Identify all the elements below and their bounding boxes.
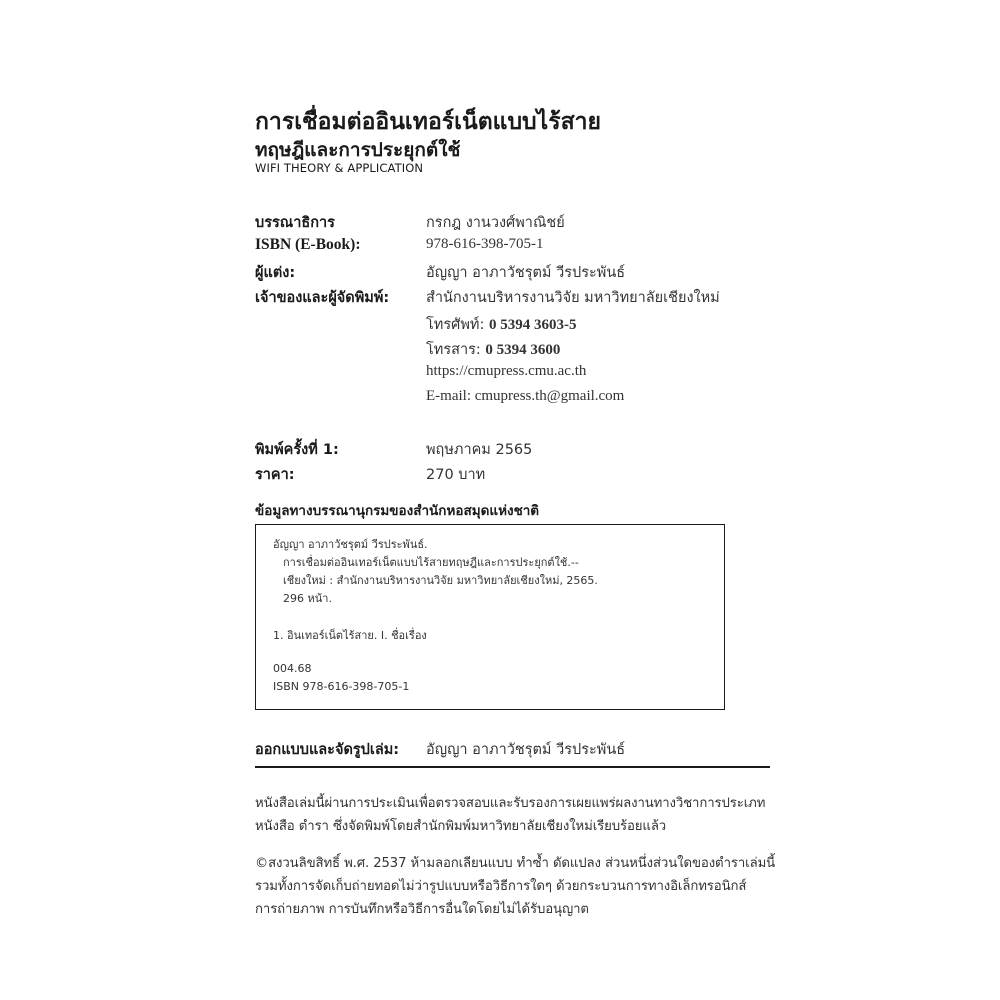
copyright-line-1: ©สงวนลิขสิทธิ์ พ.ศ. 2537 ห้ามลอกเลียนแบบ ทำซ้ำ ดัดแปลง ส่วนหนึ่งส่วนใดของตำราเล่มนี้ [255,856,776,871]
print-edition-value: พฤษภาคม 2565 [426,442,533,458]
design-label: ออกแบบและจัดรูปเล่ม: [255,742,400,758]
cip-author-entry: อัญญา อาภาวัชรุตม์ วีรประพันธ์. [273,538,428,551]
isbn-label: ISBN (E-Book): [255,236,361,253]
email-row [255,388,775,412]
phone-value: 0 5394 3603-5 [488,317,577,333]
website-row [255,363,775,387]
copyright-line-3: การถ่ายภาพ การบันทึกหรือวิธีการอื่นใดโดยไม่ได้รับอนุญาต [255,902,589,917]
cip-data-box [255,524,725,710]
price-label: ราคา: [255,467,295,483]
print-edition-row [255,438,775,462]
cip-subject-entry: 1. อินเทอร์เน็ตไร้สาย. I. ชื่อเรื่อง [273,629,427,642]
design-row [255,738,775,762]
price-row [255,463,775,487]
notice-line-1: หนังสือเล่มนี้ผ่านการประเมินเพื่อตรวจสอบและรับรองการเผยแพร่ผลงานทางวิชาการประเภท [255,796,766,811]
cip-heading: ข้อมูลทางบรรณานุกรมของสำนักหอสมุดแห่งชาติ [255,503,540,519]
book-title-english: WIFI THEORY & APPLICATION [255,161,424,175]
copyright-line-2: รวมทั้งการจัดเก็บถ่ายทอดไม่ว่ารูปแบบหรือวิธีการใดๆ ด้วยกระบวนการทางอิเล็กทรอนิกส์ [255,879,747,894]
editor-label: บรรณาธิการ [255,215,335,231]
price-value: 270 บาท [426,467,486,483]
phone-line [426,313,576,336]
print-edition-label-text: พิมพ์ครั้งที่ 1: [255,442,339,458]
print-edition-label [255,438,339,461]
cip-title-entry: การเชื่อมต่ออินเทอร์เน็ตแบบไร้สายทฤษฎีและการประยุกต์ใช้.-- [283,556,579,569]
section-divider [255,766,770,768]
notice-line-2: หนังสือ ตำรา ซึ่งจัดพิมพ์โดยสำนักพิมพ์มหาวิทยาลัยเชียงใหม่เรียบร้อยแล้ว [255,819,667,834]
fax-row [255,338,775,362]
cip-isbn-entry: ISBN 978-616-398-705-1 [273,680,410,693]
editor-value: กรกฎ งานวงศ์พาณิชย์ [426,215,565,231]
website-link[interactable]: https://cmupress.cmu.ac.th [426,363,587,379]
phone-label: โทรศัพท์: [426,317,485,333]
book-title-thai: การเชื่อมต่ออินเทอร์เน็ตแบบไร้สาย [255,109,602,135]
fax-value: 0 5394 3600 [485,342,561,358]
fax-line [426,338,560,361]
fax-label: โทรสาร: [426,342,481,358]
isbn-value: 978-616-398-705-1 [426,236,544,252]
isbn-row [255,236,775,260]
publisher-value: สำนักงานบริหารงานวิจัย มหาวิทยาลัยเชียงใหม่ [426,290,720,306]
publisher-label: เจ้าของและผู้จัดพิมพ์: [255,290,390,306]
cip-publication-entry: เชียงใหม่ : สำนักงานบริหารงานวิจัย มหาวิทยาลัยเชียงใหม่, 2565. [283,574,598,587]
cip-classification: 004.68 [273,662,312,675]
email-link[interactable]: E-mail: cmupress.th@gmail.com [426,388,625,404]
phone-row [255,313,775,337]
book-subtitle-thai: ทฤษฎีและการประยุกต์ใช้ [255,139,461,161]
cip-pages-entry: 296 หน้า. [283,592,332,605]
author-value: อัญญา อาภาวัชรุตม์ วีรประพันธ์ [426,265,626,281]
design-value: อัญญา อาภาวัชรุตม์ วีรประพันธ์ [426,742,626,758]
publisher-row [255,286,775,310]
author-row [255,261,775,285]
author-label: ผู้แต่ง: [255,265,296,281]
editor-row [255,211,775,235]
